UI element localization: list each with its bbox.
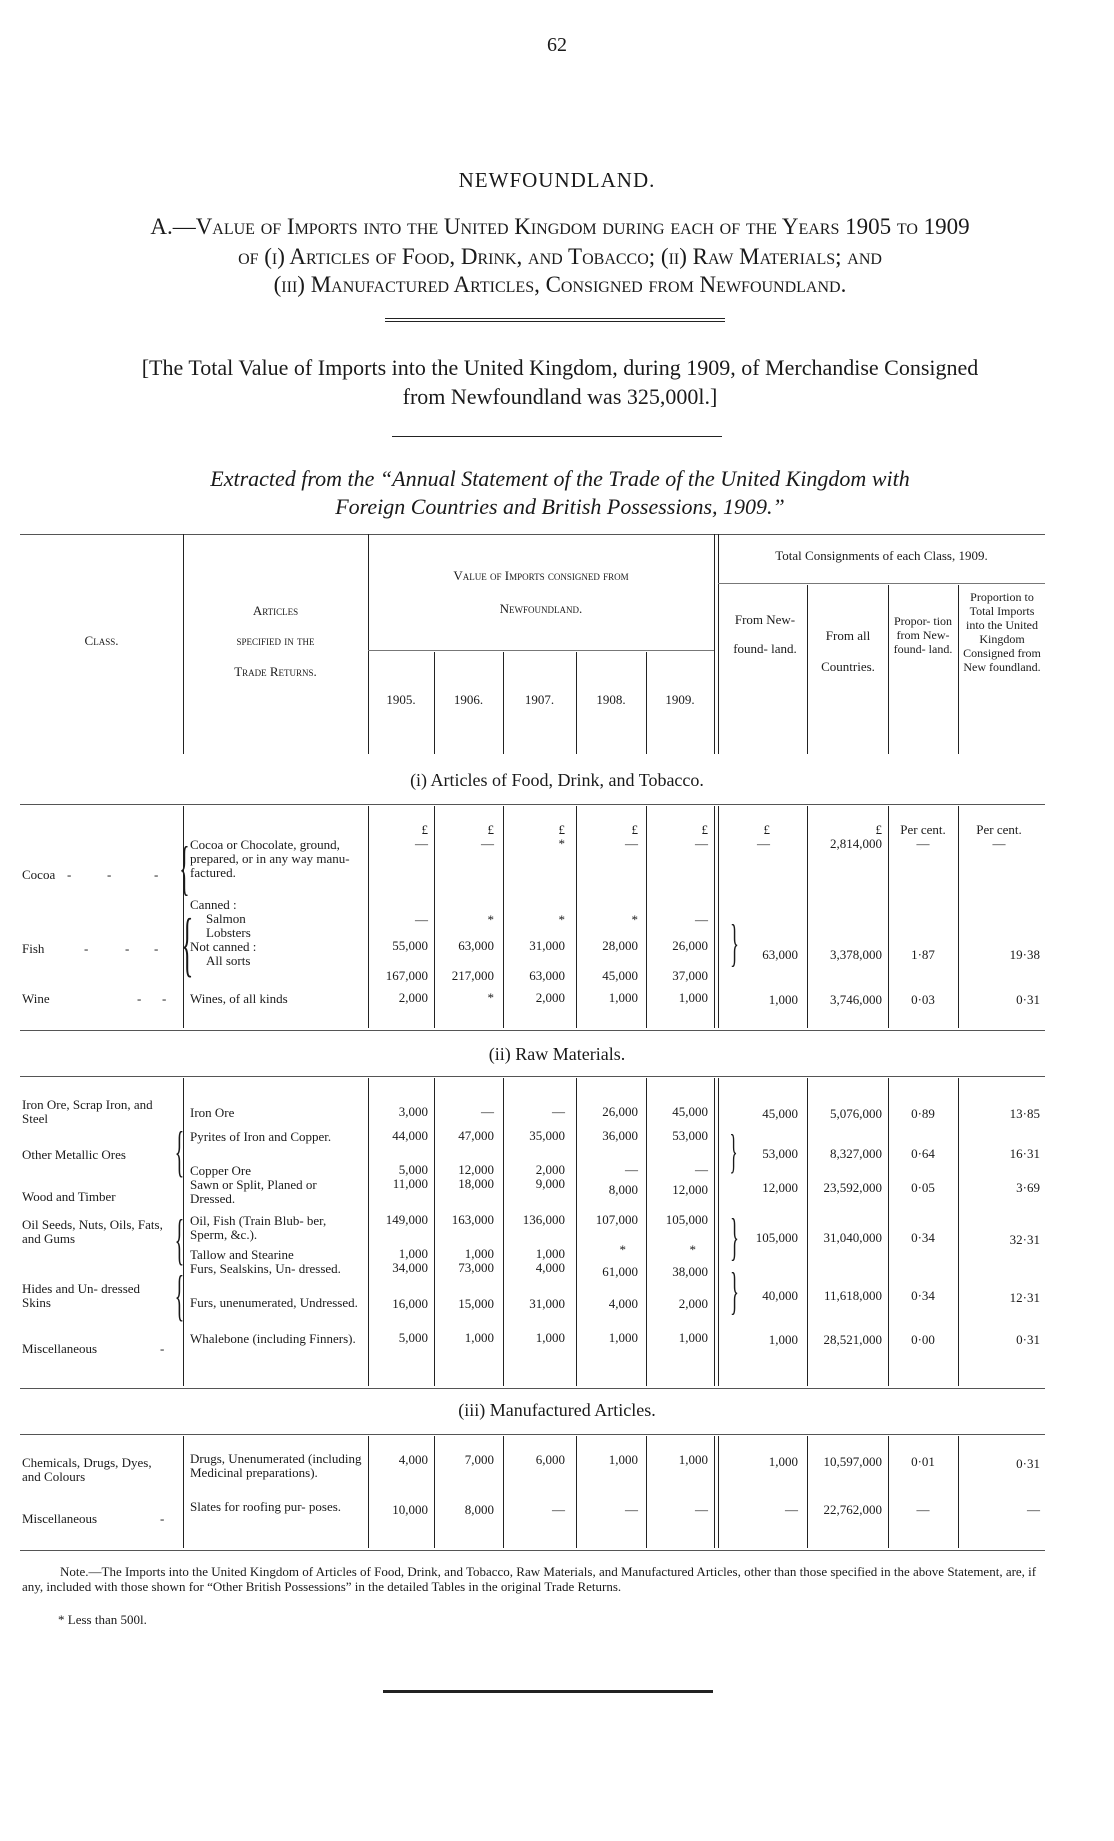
class-iron: Iron Ore, Scrap Iron, and Steel [22,1097,153,1126]
closing-rule [383,1690,713,1693]
wood-prop-total: 3·69 [1016,1180,1040,1195]
slates-1907: — [552,1502,565,1517]
brace-oil: { [174,1209,185,1271]
country-heading: NEWFOUNDLAND. [458,168,656,192]
whale-1906: 1,000 [464,1330,494,1345]
tallow-1908: * [619,1242,626,1257]
slates-1906: 8,000 [464,1502,494,1517]
col-line-values-b [718,534,719,754]
total-note-line-2: from Newfoundland was 325,000l.] [402,384,718,409]
fish-fromall: 3,378,000 [830,947,882,962]
cocoa-1907: * [558,836,565,851]
food-vline-fromall [888,806,889,1028]
article-sealskins: Furs, Sealskins, Un- dressed. [190,1261,341,1276]
title-line-1: A.—Value of Imports into the United Kingdom during each of the Years 1905 to 1909 [150,214,970,239]
furs-1905: 16,000 [392,1296,428,1311]
man-vline-class [183,1436,184,1548]
section-food-heading: (i) Articles of Food, Drink, and Tobacco. [410,770,704,790]
header-articles-2: specified in the [236,633,315,648]
allsorts-1906: 217,000 [451,968,494,983]
section-food-top-rule [20,804,1045,805]
col-line-values-a [714,534,715,754]
section-raw-top-rule [20,1076,1045,1077]
unit-1907: £ [558,822,565,837]
header-total-consignments: Total Consignments of each Class, 1909. [775,548,988,563]
class-wine-label: Wine [22,991,50,1006]
lobsters-1908: 28,000 [602,938,638,953]
cocoa-fromnf: — [757,836,770,851]
chem-1905: 4,000 [398,1452,428,1467]
unit-1908: £ [631,822,638,837]
article-slates: Slates for roofing pur- poses. [190,1499,342,1514]
class-cocoa: Cocoa - - - [22,867,159,882]
metallic-prop: 0·64 [911,1146,935,1161]
wine-prop: 0·03 [911,992,935,1007]
iron-fromall: 5,076,000 [830,1106,882,1121]
header-articles-1: Articles [252,603,299,618]
slates-prop: — [916,1502,930,1517]
class-wood: Wood and Timber [22,1189,116,1204]
whale-1905: 5,000 [398,1330,428,1345]
section-raw-bottom-rule [20,1388,1045,1389]
wine-1907: 2,000 [535,990,565,1005]
unit-1906: £ [487,822,494,837]
allsorts-1909: 37,000 [672,968,708,983]
lobsters-1906: 63,000 [458,938,494,953]
copper-1907: 2,000 [535,1162,565,1177]
header-value-2: Newfoundland. [499,601,583,616]
oil-prop: 0·34 [911,1230,935,1245]
raw-vline-fromall [888,1078,889,1386]
class-misc-manufactured-label: Miscellaneous [22,1511,98,1526]
section-food-bottom-rule [20,1030,1045,1031]
title-rule [385,318,725,319]
metallic-prop-total: 16·31 [1009,1146,1040,1161]
col-line-fromnf [807,585,808,754]
cocoa-prop-total: — [992,836,1006,851]
class-metallic: Other Metallic Ores [22,1147,126,1162]
metallic-fromall: 8,327,000 [830,1146,882,1161]
section-raw-heading: (ii) Raw Materials. [488,1044,626,1064]
brace-hides-total: } [730,1263,739,1320]
fish-prop-total: 19·38 [1009,947,1040,962]
slates-1905: 10,000 [392,1502,428,1517]
iron-1907: — [552,1104,565,1119]
wine-fromnf: 1,000 [768,992,798,1007]
hides-prop: 0·34 [911,1288,935,1303]
iron-prop-total: 13·85 [1009,1106,1040,1121]
iron-fromnf: 45,000 [762,1106,798,1121]
brace-hides: { [174,1265,185,1327]
food-vline-1909-a [714,806,715,1028]
misc-raw-prop-total: 0·31 [1016,1332,1040,1347]
header-year-1907: 1907. [524,692,555,707]
col-line-prop [958,585,959,754]
brace-oil-total: } [730,1209,739,1266]
allsorts-1907: 63,000 [529,968,565,983]
oil-1909: 105,000 [665,1212,708,1227]
section-manufactured-bottom-rule [20,1550,1045,1551]
footnote-note: Note.—The Imports into the United Kingdom of Articles of Food, Drink, and Tobacco, Raw Materials, and Manufactured Articles, other than those specified in the above Statement, are, if any, included with those shown for “Other British Possessions” in the detailed Tables in the original Trade Returns. [22,1564,1037,1594]
salmon-1905: — [415,912,428,927]
article-all-sorts: All sorts [206,953,251,968]
furs-1906: 15,000 [458,1296,494,1311]
class-oil-seeds: Oil Seeds, Nuts, Oils, Fats, and Gums [22,1217,163,1246]
wine-fromall: 3,746,000 [830,992,882,1007]
brace-fish-total: } [730,915,739,972]
lobsters-1907: 31,000 [529,938,565,953]
cocoa-1905: — [415,836,428,851]
total-note-line-1: [The Total Value of Imports into the United Kingdom, during 1909, of Merchandise Consigned [141,355,979,380]
class-misc-raw: Miscellaneous - [22,1341,165,1356]
wine-1908: 1,000 [608,990,638,1005]
oil-1906: 163,000 [451,1212,494,1227]
article-not-canned: Not canned : [190,939,257,954]
header-from-newfoundland: From New- found- land. [733,612,797,656]
header-class: Class. [84,633,119,648]
extract-line-1: Extracted from the “Annual Statement of the Trade of the United Kingdom with [210,466,910,491]
slates-1908: — [625,1502,638,1517]
chem-fromall: 10,597,000 [823,1454,882,1469]
salmon-1909: — [695,912,708,927]
article-lobsters: Lobsters [206,925,251,940]
footnote-star: * Less than 500l. [58,1612,147,1627]
metallic-fromnf: 53,000 [762,1146,798,1161]
oil-fromall: 31,040,000 [823,1230,882,1245]
header-proportion-total: Proportion to Total Imports into the United Kingdom Consigned from New foundland. [963,590,1041,674]
pyrites-1907: 35,000 [529,1128,565,1143]
iron-1905: 3,000 [398,1104,428,1119]
oil-1905: 149,000 [385,1212,428,1227]
iron-1909: 45,000 [672,1104,708,1119]
seal-1907: 4,000 [535,1260,565,1275]
class-fish-label: Fish [22,941,45,956]
unit-1905: £ [421,822,428,837]
pyrites-1906: 47,000 [458,1128,494,1143]
tallow-1909: * [689,1242,696,1257]
fish-fromnf: 63,000 [762,947,798,962]
unit-fromall: £ [875,822,882,837]
hides-prop-total: 12·31 [1009,1290,1040,1305]
article-wine: Wines, of all kinds [190,991,288,1006]
misc-raw-prop: 0·00 [911,1332,935,1347]
man-vline-1909-b [718,1436,719,1548]
brace-cocoa: { [179,835,190,901]
article-wood: Sawn or Split, Planed or Dressed. [190,1177,317,1206]
salmon-1907: * [558,912,565,927]
header-year-1908: 1908. [596,692,626,707]
chem-1907: 6,000 [535,1452,565,1467]
allsorts-1905: 167,000 [385,968,428,983]
article-whalebone: Whalebone (including Finners). [190,1331,356,1346]
wood-1909: 12,000 [672,1182,708,1197]
man-vline-fromnf [807,1436,808,1548]
seal-1908: 61,000 [602,1264,638,1279]
chem-1906: 7,000 [464,1452,494,1467]
wine-prop-total: 0·31 [1016,992,1040,1007]
iron-prop: 0·89 [911,1106,935,1121]
seal-1906: 73,000 [458,1260,494,1275]
class-chemicals: Chemicals, Drugs, Dyes, and Colours [22,1455,152,1484]
extract-line-2: Foreign Countries and British Possessions, 1909.” [335,494,785,519]
article-canned: Canned : [190,897,237,912]
man-vline-prop [958,1436,959,1548]
class-misc-manufactured: Miscellaneous - [22,1511,165,1526]
cocoa-fromall: 2,814,000 [830,836,882,851]
wood-1907: 9,000 [535,1176,565,1191]
lobsters-1909: 26,000 [672,938,708,953]
raw-vline-1909-a [714,1078,715,1386]
header-articles-3: Trade Returns. [234,664,317,679]
wine-1905: 2,000 [398,990,428,1005]
man-vline-fromall [888,1436,889,1548]
article-iron-ore: Iron Ore [190,1105,235,1120]
page-number: 62 [547,34,567,56]
slates-fromall: 22,762,000 [823,1502,882,1517]
salmon-1906: * [487,912,494,927]
furs-1907: 31,000 [529,1296,565,1311]
class-wine: Wine - - [22,991,167,1006]
tallow-1907: 1,000 [535,1246,565,1261]
unit-1909: £ [701,822,708,837]
slates-prop-total: — [1027,1502,1040,1517]
slates-1909: — [695,1502,708,1517]
copper-1905: 5,000 [398,1162,428,1177]
title-rule-2 [385,321,725,322]
article-oil-fish: Oil, Fish (Train Blub- ber, Sperm, &c.). [190,1213,327,1242]
copper-1909: — [695,1162,708,1177]
chem-1908: 1,000 [608,1452,638,1467]
wood-fromnf: 12,000 [762,1180,798,1195]
section-manufactured-heading: (iii) Manufactured Articles. [458,1400,656,1420]
wine-1909: 1,000 [678,990,708,1005]
wood-1906: 18,000 [458,1176,494,1191]
misc-raw-fromall: 28,521,000 [823,1332,882,1347]
copper-1908: — [625,1162,638,1177]
oil-prop-total: 32·31 [1009,1232,1040,1247]
pyrites-1909: 53,000 [672,1128,708,1143]
title-line-3: (iii) Manufactured Articles, Consigned from Newfoundland. [273,272,847,297]
furs-1909: 2,000 [678,1296,708,1311]
brace-fish: { [181,904,194,984]
wood-1908: 8,000 [608,1182,638,1197]
cocoa-prop: — [916,836,930,851]
wood-fromall: 23,592,000 [823,1180,882,1195]
col-line-articles [368,534,369,754]
seal-1909: 38,000 [672,1264,708,1279]
class-hides: Hides and Un- dressed Skins [22,1281,141,1310]
class-cocoa-label: Cocoa [22,867,56,882]
whale-1907: 1,000 [535,1330,565,1345]
salmon-1908: * [631,912,638,927]
pyrites-1905: 44,000 [392,1128,428,1143]
class-fish: Fish - - - [22,941,159,956]
article-salmon: Salmon [206,911,246,926]
article-drugs: Drugs, Unenumerated (including Medicinal preparations). [190,1451,362,1480]
brace-metallic-total: } [729,1125,738,1178]
total-rule [718,583,1045,584]
table-top-rule [20,534,1045,535]
note-rule [392,436,722,437]
misc-raw-fromnf: 1,000 [768,1332,798,1347]
copper-1906: 12,000 [458,1162,494,1177]
tallow-1906: 1,000 [464,1246,494,1261]
section-manufactured-top-rule [20,1434,1045,1435]
wine-1906: * [487,990,494,1005]
article-copper-ore: Copper Ore [190,1163,252,1178]
unit-prop-total: Per cent. [976,822,1022,837]
chem-1909: 1,000 [678,1452,708,1467]
years-rule [368,650,714,651]
article-furs: Furs, unenumerated, Undressed. [190,1295,358,1310]
wood-prop: 0·05 [911,1180,935,1195]
allsorts-1908: 45,000 [602,968,638,983]
header-value-1: Value of Imports consigned from [453,568,629,583]
oil-fromnf: 105,000 [755,1230,798,1245]
header-year-1906: 1906. [453,692,484,707]
oil-1907: 136,000 [522,1212,565,1227]
seal-1905: 34,000 [392,1260,428,1275]
lobsters-1905: 55,000 [392,938,428,953]
chem-prop: 0·01 [911,1454,935,1469]
article-tallow: Tallow and Stearine [190,1247,294,1262]
brace-metallic: { [174,1121,185,1183]
iron-1906: — [481,1104,494,1119]
oil-1908: 107,000 [595,1212,638,1227]
unit-prop: Per cent. [900,822,946,837]
cocoa-1908: — [625,836,638,851]
header-from-all: From all Countries. [821,628,875,674]
wood-1905: 11,000 [392,1176,428,1191]
pyrites-1908: 36,000 [602,1128,638,1143]
class-misc-raw-label: Miscellaneous [22,1341,98,1356]
header-year-1905: 1905. [386,692,416,707]
hides-fromnf: 40,000 [762,1288,798,1303]
header-year-1909: 1909. [665,692,695,707]
unit-fromnf: £ [763,822,770,837]
whale-1908: 1,000 [608,1330,638,1345]
fish-prop: 1·87 [911,947,935,962]
slates-fromnf: — [785,1502,798,1517]
cocoa-1906: — [481,836,494,851]
cocoa-1909: — [695,836,708,851]
furs-1908: 4,000 [608,1296,638,1311]
col-line-fromall [888,585,889,754]
chem-fromnf: 1,000 [768,1454,798,1469]
chem-prop-total: 0·31 [1016,1456,1040,1471]
hides-fromall: 11,618,000 [823,1288,882,1303]
tallow-1905: 1,000 [398,1246,428,1261]
iron-1908: 26,000 [602,1104,638,1119]
title-line-2: of (i) Articles of Food, Drink, and Tobacco; (ii) Raw Materials; and [238,244,882,269]
header-proportion: Propor- tion from New- found- land. [893,614,953,656]
article-cocoa: Cocoa or Chocolate, ground, prepared, or in any way manu- factured. [190,837,350,880]
article-pyrites: Pyrites of Iron and Copper. [190,1129,332,1144]
whale-1909: 1,000 [678,1330,708,1345]
man-vline-1909-a [714,1436,715,1548]
